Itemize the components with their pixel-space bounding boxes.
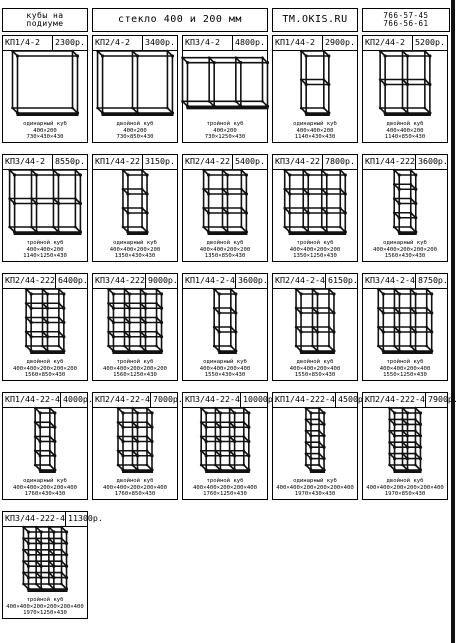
- product-code: КП2/44-22: [185, 156, 230, 166]
- product-code: КП1/4-2: [5, 37, 40, 47]
- product-price: 3400р.: [142, 36, 177, 50]
- product-dimensions: 1560×850×430: [24, 371, 66, 378]
- product-dimensions: 1140×850×430: [384, 133, 426, 140]
- product-dimensions: 1140×430×430: [294, 133, 336, 140]
- product-card[interactable]: [2, 273, 88, 381]
- product-description: одинарный куб: [203, 359, 247, 366]
- product-dimensions: 400×200: [213, 127, 237, 134]
- product-header: [363, 274, 447, 289]
- product-card[interactable]: [2, 511, 103, 619]
- product-dimensions: 400×400×200×200×200: [103, 365, 167, 372]
- header-phone-1: 766-57-45: [383, 11, 429, 20]
- product-code: КП1/44-22: [95, 156, 140, 166]
- product-price: 7900р.: [425, 393, 460, 407]
- product-dimensions: 1550×430×430: [204, 371, 246, 378]
- shelf-illustration: [183, 407, 266, 469]
- product-description: тройной куб: [386, 359, 424, 366]
- product-header: [3, 36, 87, 51]
- shelf-illustration: [363, 288, 446, 350]
- product-price: 2300р.: [52, 36, 87, 50]
- product-dimensions: 400×400×200×200: [109, 246, 161, 253]
- shelf-illustration: [183, 288, 266, 350]
- product-code: КП3/44-222: [95, 275, 145, 285]
- shelf-illustration: [93, 169, 176, 231]
- product-dimensions: 1350×1250×430: [293, 252, 337, 259]
- product-card[interactable]: [182, 154, 268, 262]
- product-dimensions: 400×400×200×200: [199, 246, 251, 253]
- product-caption: [93, 478, 177, 497]
- header-cubes-line1: кубы на: [26, 11, 64, 20]
- product-header: [93, 393, 183, 408]
- product-dimensions: 730×850×430: [116, 133, 154, 140]
- product-dimensions: 1350×850×430: [204, 252, 246, 259]
- product-code: КП2/4-2: [95, 37, 130, 47]
- product-description: тройной куб: [116, 359, 154, 366]
- product-price: 10000р.: [240, 393, 280, 407]
- product-card[interactable]: [2, 392, 93, 500]
- product-card[interactable]: [272, 35, 358, 143]
- shelf-illustration: [3, 50, 86, 112]
- header-glass-text: стекло 400 и 200 мм: [118, 14, 242, 25]
- shelf-illustration: [183, 50, 266, 112]
- product-header: [183, 36, 267, 51]
- product-caption: [363, 121, 447, 140]
- product-code: КП3/4-2: [185, 37, 220, 47]
- product-code: КП3/44-222-4: [5, 513, 65, 523]
- product-dimensions: 1760×1250×430: [203, 490, 247, 497]
- product-dimensions: 400×400×200: [296, 127, 334, 134]
- product-code: КП1/44-22-4: [5, 394, 60, 404]
- product-description: одинарный куб: [383, 240, 427, 247]
- shelf-illustration: [273, 169, 356, 231]
- product-dimensions: 400×400×200×200×200×400: [276, 484, 354, 491]
- product-card[interactable]: [2, 154, 88, 262]
- shelf-illustration: [273, 407, 356, 469]
- product-caption: [3, 359, 87, 378]
- product-description: двойной куб: [26, 359, 64, 366]
- product-caption: [273, 240, 357, 259]
- product-card[interactable]: [272, 392, 368, 500]
- shelf-illustration: [363, 50, 446, 112]
- product-caption: [183, 478, 267, 497]
- product-header: [273, 155, 357, 170]
- product-header: [183, 155, 267, 170]
- product-card[interactable]: [362, 154, 448, 262]
- product-caption: [183, 121, 267, 140]
- product-header: [183, 274, 267, 289]
- product-dimensions: 1140×1250×430: [23, 252, 67, 259]
- shelf-illustration: [183, 169, 266, 231]
- shelf-illustration: [3, 288, 86, 350]
- product-dimensions: 1760×850×430: [114, 490, 156, 497]
- product-header: [273, 393, 368, 408]
- product-dimensions: 400×400×200×200×200×400: [6, 603, 84, 610]
- shelf-illustration: [363, 407, 446, 469]
- product-code: КП2/44-222: [5, 275, 55, 285]
- shelf-illustration: [3, 526, 86, 588]
- product-caption: [3, 597, 87, 616]
- product-card[interactable]: [2, 35, 88, 143]
- product-price: 6150р.: [325, 274, 360, 288]
- product-code: КП1/44-222: [365, 156, 415, 166]
- product-dimensions: 400×400×200×400: [289, 365, 341, 372]
- product-caption: [183, 240, 267, 259]
- product-code: КП2/44-222-4: [365, 394, 425, 404]
- product-price: 4500р.: [335, 393, 370, 407]
- product-dimensions: 400×400×200×400: [379, 365, 431, 372]
- product-header: [93, 36, 177, 51]
- product-code: КП3/44-2-4: [365, 275, 415, 285]
- product-caption: [273, 121, 357, 140]
- product-header: [183, 393, 278, 408]
- product-caption: [93, 240, 177, 259]
- product-header: [273, 274, 357, 289]
- product-card[interactable]: [92, 154, 178, 262]
- product-card[interactable]: [272, 273, 358, 381]
- header-site[interactable]: [272, 8, 358, 32]
- product-caption: [363, 359, 447, 378]
- product-dimensions: 400×400×200×200×400: [103, 484, 167, 491]
- product-dimensions: 730×430×430: [26, 133, 64, 140]
- product-dimensions: 1760×430×430: [24, 490, 66, 497]
- product-description: одинарный куб: [23, 478, 67, 485]
- product-dimensions: 1560×1250×430: [113, 371, 157, 378]
- shelf-illustration: [3, 407, 86, 469]
- product-price: 5200р.: [412, 36, 447, 50]
- product-price: 7000р.: [150, 393, 185, 407]
- header-cubes-line2: подиуме: [26, 19, 64, 28]
- product-header: [3, 155, 87, 170]
- product-code: КП1/44-222-4: [275, 394, 335, 404]
- product-dimensions: 730×1250×430: [204, 133, 246, 140]
- product-price: 8550р.: [52, 155, 87, 169]
- product-description: тройной куб: [26, 597, 64, 604]
- product-caption: [273, 359, 357, 378]
- product-description: тройной куб: [206, 478, 244, 485]
- product-card[interactable]: [362, 273, 448, 381]
- product-price: 8750р.: [415, 274, 450, 288]
- shelf-illustration: [363, 169, 446, 231]
- product-code: КП2/44-2-4: [275, 275, 325, 285]
- product-code: КП1/44-2-4: [185, 275, 235, 285]
- header-phones: [362, 8, 450, 32]
- product-price: 2900р.: [322, 36, 357, 50]
- product-dimensions: 400×400×200×200×400: [193, 484, 257, 491]
- product-header: [363, 155, 447, 170]
- product-description: одинарный куб: [113, 240, 157, 247]
- shelf-illustration: [3, 169, 86, 231]
- product-card[interactable]: [362, 35, 448, 143]
- product-price: 5400р.: [232, 155, 267, 169]
- product-caption: [93, 121, 177, 140]
- product-code: КП3/44-2: [5, 156, 45, 166]
- product-dimensions: 1970×850×430: [384, 490, 426, 497]
- product-description: двойной куб: [386, 478, 424, 485]
- product-caption: [183, 359, 267, 378]
- product-dimensions: 1350×430×430: [114, 252, 156, 259]
- product-caption: [93, 359, 177, 378]
- product-caption: [3, 121, 87, 140]
- product-card[interactable]: [92, 392, 183, 500]
- product-price: 7800р.: [322, 155, 357, 169]
- product-price: 9000р.: [145, 274, 180, 288]
- product-description: двойной куб: [386, 121, 424, 128]
- product-card[interactable]: [182, 392, 278, 500]
- header-cubes-on-podium: [2, 8, 88, 32]
- product-description: двойной куб: [116, 121, 154, 128]
- product-description: двойной куб: [206, 240, 244, 247]
- product-price: 3150р.: [142, 155, 177, 169]
- product-caption: [363, 478, 447, 497]
- product-header: [93, 155, 177, 170]
- product-dimensions: 400×400×200×200×200: [13, 365, 77, 372]
- shelf-illustration: [93, 50, 176, 112]
- product-caption: [363, 240, 447, 259]
- product-description: тройной куб: [206, 121, 244, 128]
- product-card[interactable]: [182, 35, 268, 143]
- product-caption: [273, 478, 357, 497]
- product-dimensions: 1550×850×430: [294, 371, 336, 378]
- product-price: 11300р.: [65, 512, 105, 526]
- product-dimensions: 400×400×200×200×200×400: [366, 484, 444, 491]
- product-code: КП1/44-2: [275, 37, 315, 47]
- product-dimensions: 400×200: [33, 127, 57, 134]
- product-dimensions: 400×200: [123, 127, 147, 134]
- product-dimensions: 400×400×200×200: [289, 246, 341, 253]
- product-description: тройной куб: [26, 240, 64, 247]
- product-price: 3600р.: [415, 155, 450, 169]
- product-header: [363, 36, 447, 51]
- product-dimensions: 1970×1250×430: [23, 609, 67, 616]
- product-dimensions: 400×400×200×400: [199, 365, 251, 372]
- product-header: [3, 274, 87, 289]
- product-price: 4800р.: [232, 36, 267, 50]
- product-header: [363, 393, 458, 408]
- product-card[interactable]: [272, 154, 358, 262]
- product-price: 3600р.: [235, 274, 270, 288]
- shelf-illustration: [93, 288, 176, 350]
- product-card[interactable]: [92, 273, 178, 381]
- product-description: одинарный куб: [23, 121, 67, 128]
- product-description: одинарный куб: [293, 121, 337, 128]
- product-dimensions: 400×400×200: [386, 127, 424, 134]
- product-dimensions: 400×400×200×200×400: [13, 484, 77, 491]
- product-description: тройной куб: [296, 240, 334, 247]
- product-dimensions: 400×400×200×200×200: [373, 246, 437, 253]
- product-code: КП2/44-2: [365, 37, 405, 47]
- product-price: 4000р.: [60, 393, 95, 407]
- product-header: [93, 274, 177, 289]
- product-card[interactable]: [362, 392, 458, 500]
- product-code: КП3/44-22: [275, 156, 320, 166]
- header-phone-2: 766-56-61: [383, 19, 429, 28]
- product-header: [273, 36, 357, 51]
- product-dimensions: 1560×430×430: [384, 252, 426, 259]
- product-description: одинарный куб: [293, 478, 337, 485]
- product-caption: [3, 478, 87, 497]
- product-card[interactable]: [92, 35, 178, 143]
- shelf-illustration: [273, 50, 356, 112]
- product-code: КП3/44-22-4: [185, 394, 240, 404]
- product-caption: [3, 240, 87, 259]
- product-price: 6400р.: [55, 274, 90, 288]
- product-description: двойной куб: [296, 359, 334, 366]
- product-card[interactable]: [182, 273, 268, 381]
- product-header: [3, 393, 93, 408]
- product-dimensions: 1550×1250×430: [383, 371, 427, 378]
- shelf-illustration: [93, 407, 176, 469]
- product-dimensions: 1970×430×430: [294, 490, 336, 497]
- product-description: двойной куб: [116, 478, 154, 485]
- shelf-illustration: [273, 288, 356, 350]
- header-site-text: TM.OKIS.RU: [282, 14, 348, 25]
- product-code: КП2/44-22-4: [95, 394, 150, 404]
- header-glass: [92, 8, 268, 32]
- product-header: [3, 512, 103, 527]
- product-dimensions: 400×400×200: [26, 246, 64, 253]
